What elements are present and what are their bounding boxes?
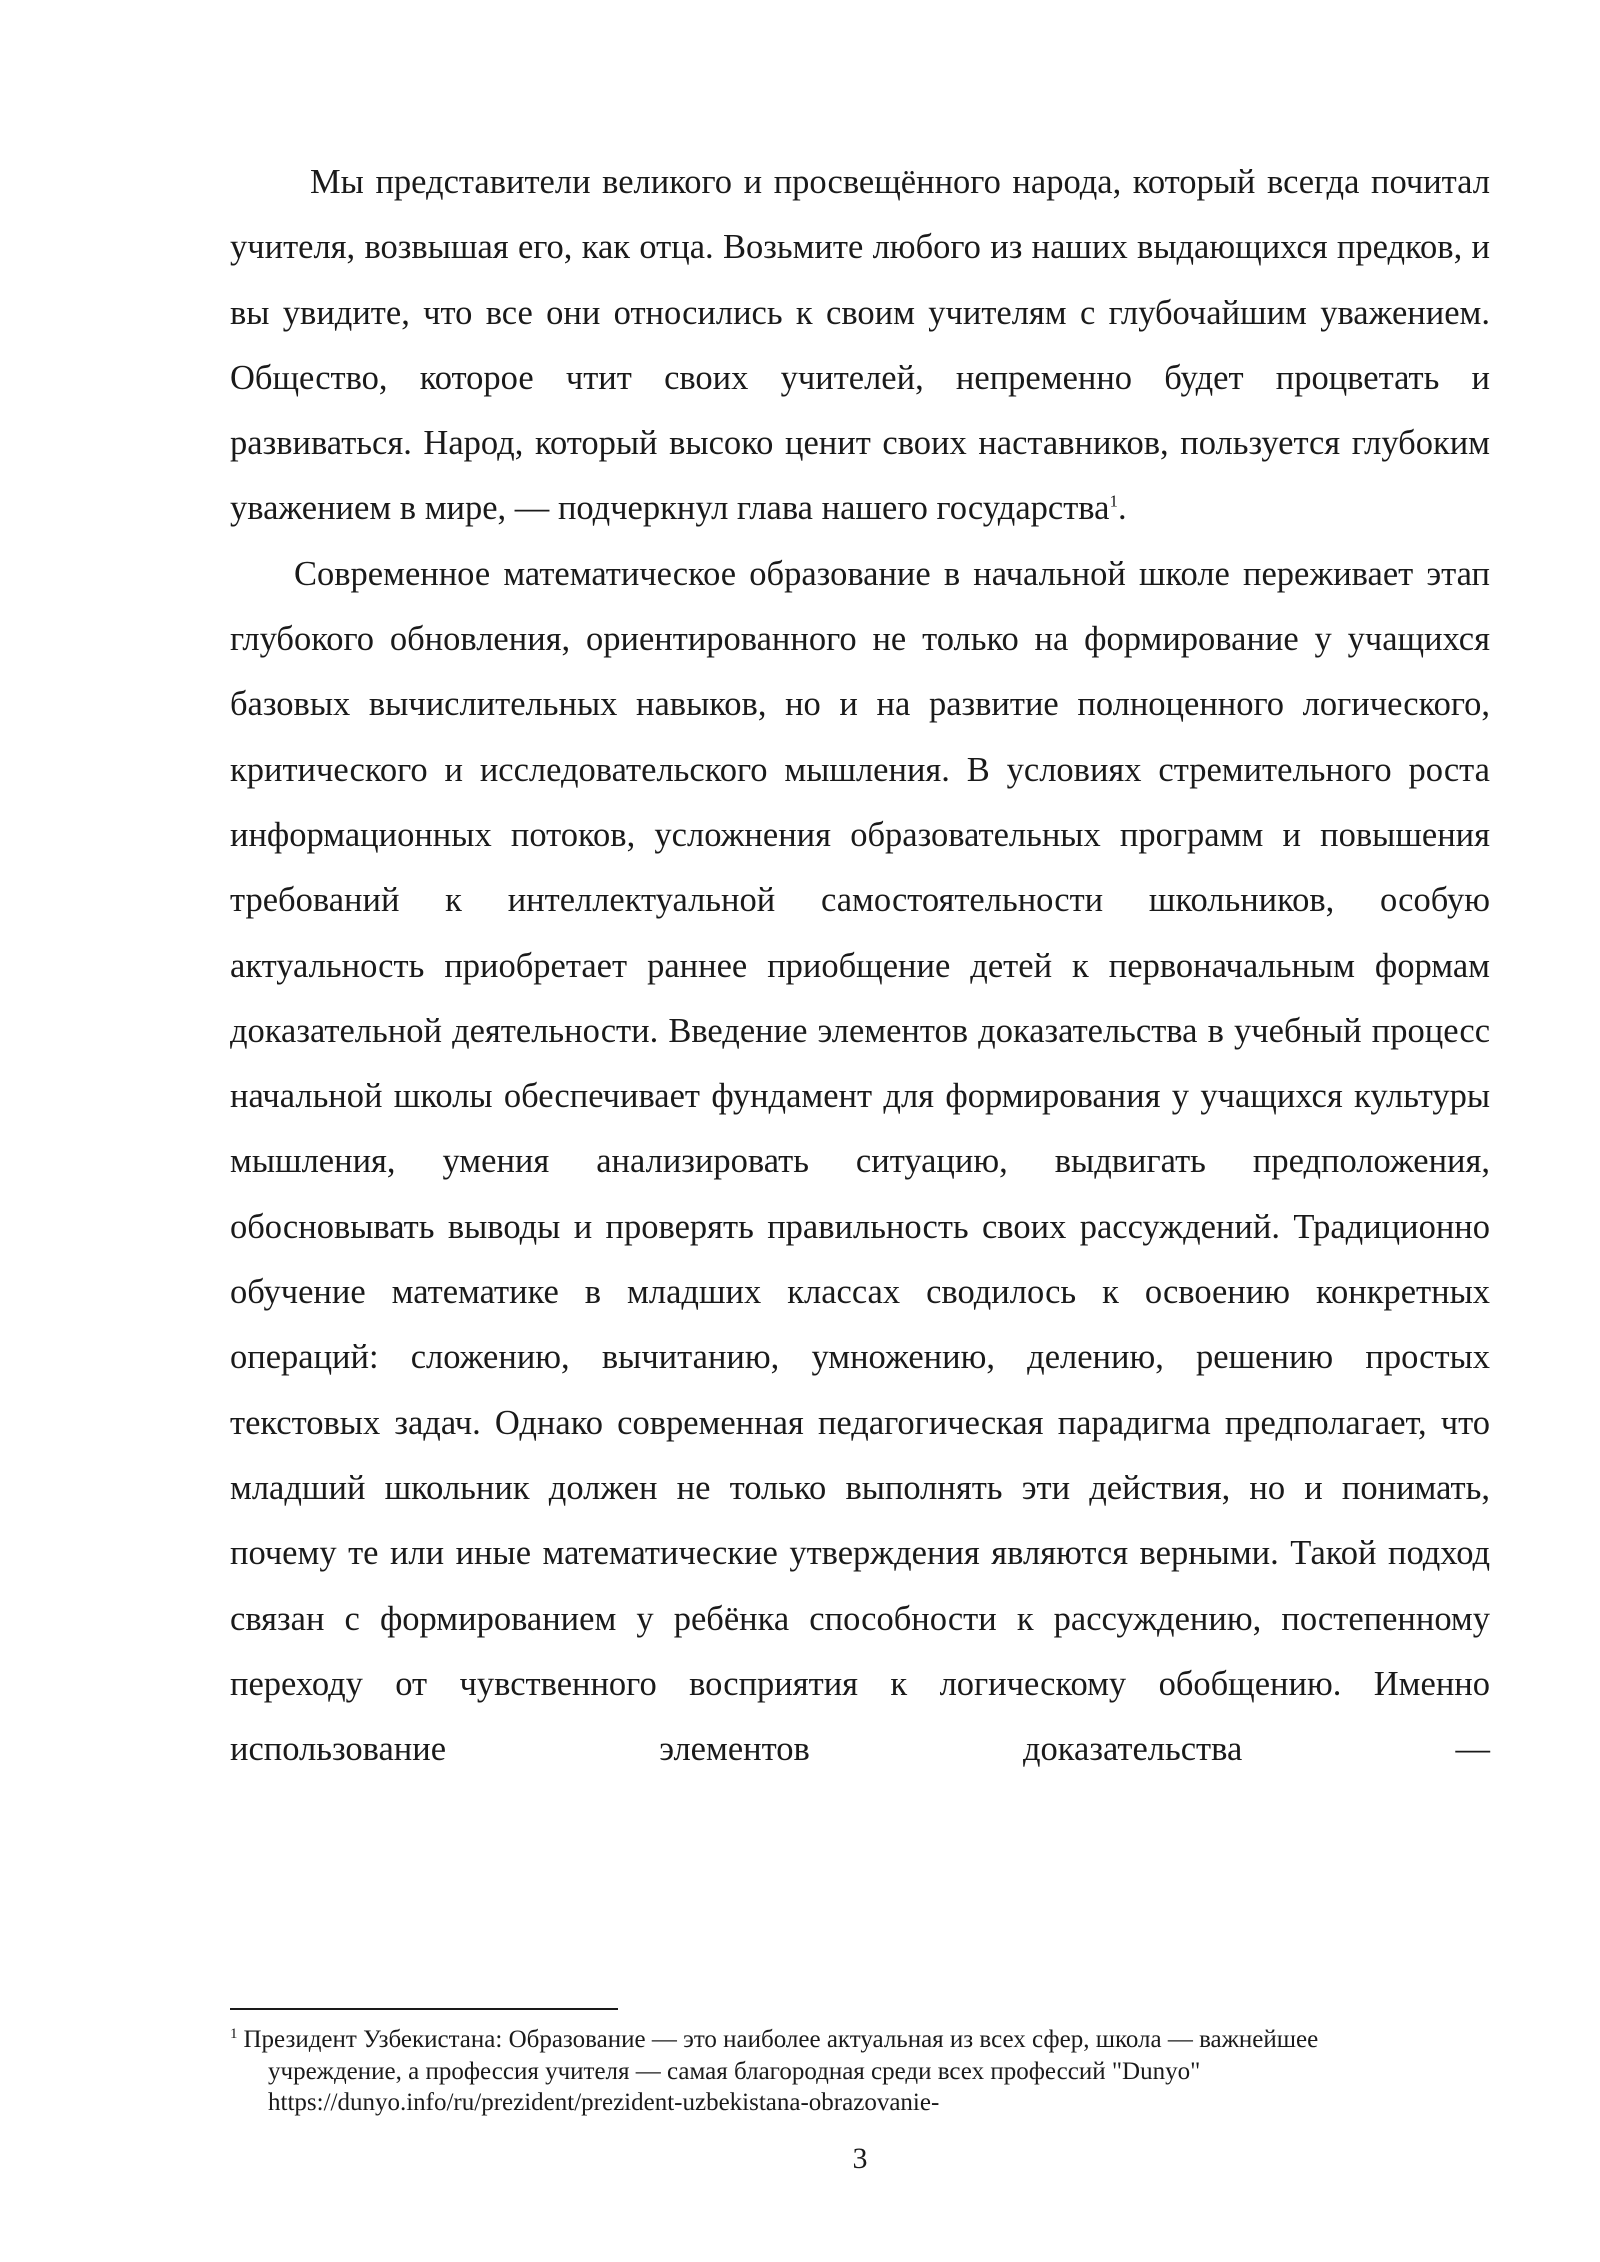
text-line: мышления. В условиях стремительного роста информационных потоков, xyxy=(230,750,1490,854)
footnote-separator xyxy=(230,2008,618,2010)
text-line: современная педагогическая парадигма предполагает, что младший xyxy=(230,1403,1490,1507)
text-line: постепенному переходу от чувственного восприятия к логическому xyxy=(230,1599,1491,1703)
text-line: усложнения образовательных программ и повышения требований к xyxy=(230,815,1490,920)
text-line: развитие полноценного логического, критического и исследовательского xyxy=(230,685,1491,789)
text-line: учителям с глубочайшим уважением. Общество, которое чтит своих xyxy=(230,293,1491,397)
text-line: интеллектуальной самостоятельности школьников, особую актуальность xyxy=(230,881,1490,985)
paragraph-math-education xyxy=(230,542,1490,1783)
text-line: сводилось к освоению конкретных операций: сложению, вычитанию, xyxy=(230,1273,1490,1377)
text-line: подчеркнул глава нашего государства xyxy=(557,489,1110,528)
text-line: школьник должен не только выполнять эти действия, но и понимать, почему xyxy=(230,1468,1490,1573)
text-line: те или иные математические утверждения являются верными. Такой подход xyxy=(348,1534,1491,1573)
text-line: переживает этап глубокого обновления, ориентированного не только на xyxy=(230,554,1490,659)
footnote-marker: 1 xyxy=(230,2025,238,2042)
paragraph-president-quote xyxy=(230,150,1490,542)
document-page xyxy=(230,150,1490,1782)
text-line: учителей, непременно будет процветать и развиваться. Народ, который xyxy=(230,358,1491,463)
text-line: обобщению. Именно использование элементов доказательства — xyxy=(230,1664,1490,1769)
footnote-link[interactable]: https://dunyo.info/ru/prezident/prezident-uzbekistana-obrazovanie- xyxy=(268,2089,940,2116)
text-line: доказательной деятельности. Введение элементов доказательства в учебный xyxy=(230,1011,1362,1050)
text-line-tail: . xyxy=(1117,489,1127,528)
text-line: высоко ценит своих наставников, пользуется глубоким уважением в мире, — xyxy=(230,424,1491,528)
text-line: формирование у учащихся базовых вычислительных навыков, но и на xyxy=(230,620,1490,724)
footnote-reference[interactable]: 1 xyxy=(1109,491,1118,511)
text-line: почитал учителя, возвышая его, как отца. Возьмите любого из наших xyxy=(230,163,1490,267)
text-line: умножению, делению, решению простых текстовых задач. Однако xyxy=(230,1338,1491,1442)
footnote-line xyxy=(230,2024,1490,2056)
footnote-line: учреждение, а профессия учителя — самая благородная среди всех профессий "Dunyo" xyxy=(268,2057,1201,2085)
text-line: рассуждений. Традиционно обучение математике в младших классах xyxy=(230,1207,1491,1312)
text-line: выдающихся предков, и вы увидите, что все они относились к своим xyxy=(230,228,1491,332)
text-line: процесс начальной школы обеспечивает фундамент для формирования у xyxy=(230,1011,1491,1116)
text-line: Современное математическое образование в начальной школе xyxy=(294,554,1230,593)
text-line: учащихся культуры мышления, умения анализировать ситуацию, выдвигать xyxy=(230,1077,1490,1181)
page-number: 3 xyxy=(852,2142,868,2175)
text-line: Мы представители великого и просвещённого народа, который всегда xyxy=(310,163,1360,201)
footnote xyxy=(230,2024,1490,2119)
footnote-text: Президент Узбекистана: Образование — это наиболее актуальная из всех сфер, школа — важнейшее xyxy=(243,2026,1319,2053)
text-line: предположения, обосновывать выводы и проверять правильность своих xyxy=(230,1142,1490,1246)
text-line: связан с формированием у ребёнка способности к рассуждению, xyxy=(230,1599,1262,1638)
text-line: приобретает раннее приобщение детей к первоначальным формам xyxy=(444,946,1491,985)
